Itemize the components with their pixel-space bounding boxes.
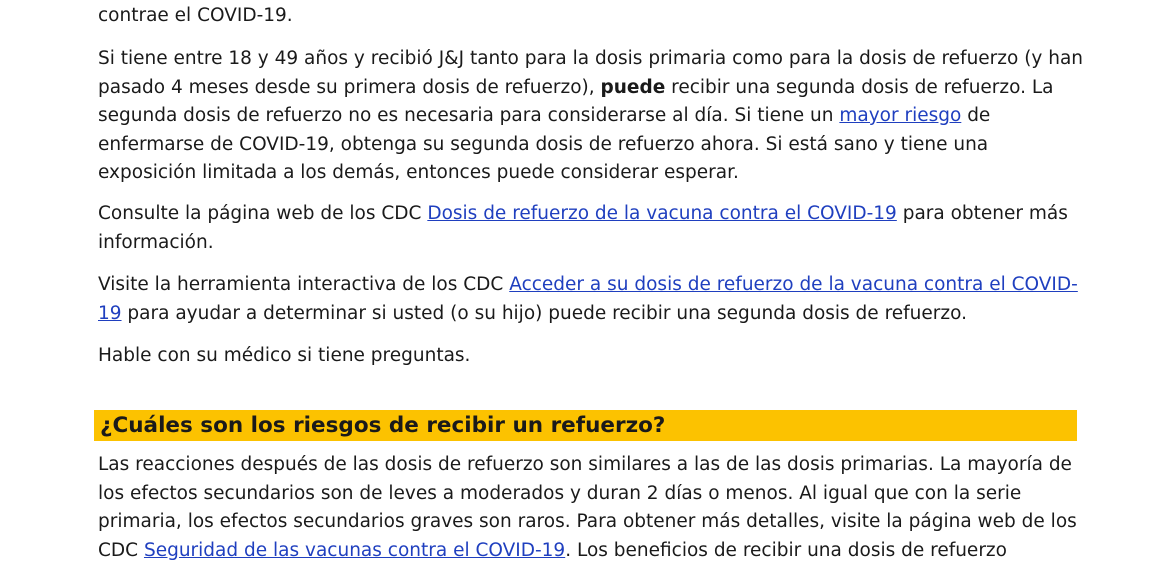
vaccine-safety-link[interactable]: Seguridad de las vacunas contra el COVID-19: [143, 539, 566, 561]
paragraph-text: Consulte la página web de los CDC: [98, 203, 428, 224]
higher-risk-link[interactable]: mayor riesgo: [839, 105, 962, 126]
paragraph-talk-doctor: [98, 342, 1088, 371]
paragraph-text: recibir una segunda dosis de refuerzo. La segunda dosis de refuerzo no es necesaria para considerarse al día. Si tiene un: [98, 76, 1054, 126]
paragraph-text: para obtener más información.: [98, 203, 1068, 253]
booster-doses-link[interactable]: Dosis de refuerzo de la vacuna contra el COVID-19: [427, 203, 897, 224]
paragraph-intro-end: [98, 2, 1088, 31]
paragraph-cdc-page: [98, 200, 1088, 257]
paragraph-text: Las reacciones después de las dosis de refuerzo son similares a las de las dosis primarias. La mayoría de los efectos secundarios son de leves a moderados y duran 2 días o menos. Al igual que con la serie primaria, los efectos secundarios graves son raros. Para obtener más detalles, visite la página web de los CDC: [98, 454, 1077, 561]
paragraph-text: . Los beneficios de recibir una dosis de refuerzo: [565, 539, 1007, 561]
emphasis-text: puede: [600, 76, 666, 98]
paragraph-text: Hable con su médico si tiene preguntas.: [98, 345, 471, 366]
paragraph-text: Visite la herramienta interactiva de los CDC: [98, 274, 510, 295]
paragraph-interactive-tool: [98, 271, 1088, 328]
paragraph-second-booster: [98, 45, 1088, 188]
booster-tool-link[interactable]: Acceder a su dosis de refuerzo de la vacuna contra el COVID-19: [98, 274, 1078, 324]
section-heading-bar: [94, 410, 1077, 441]
paragraph-risks: [98, 451, 1088, 565]
section-heading: ¿Cuáles son los riesgos de recibir un refuerzo?: [100, 413, 666, 438]
paragraph-text: contrae el COVID-19.: [98, 5, 293, 26]
paragraph-text: de enfermarse de COVID-19, obtenga su segunda dosis de refuerzo ahora. Si está sano y tiene una exposición limitada a los demás, entonces puede considerar esperar.: [98, 105, 991, 183]
paragraph-text: para ayudar a determinar si usted (o su hijo) puede recibir una segunda dosis de refuerzo.: [121, 302, 967, 324]
paragraph-text: Si tiene entre 18 y 49 años y recibió J&J tanto para la dosis primaria como para la dosis de refuerzo (y han pasado 4 meses desde su primera dosis de refuerzo),: [98, 48, 1084, 98]
